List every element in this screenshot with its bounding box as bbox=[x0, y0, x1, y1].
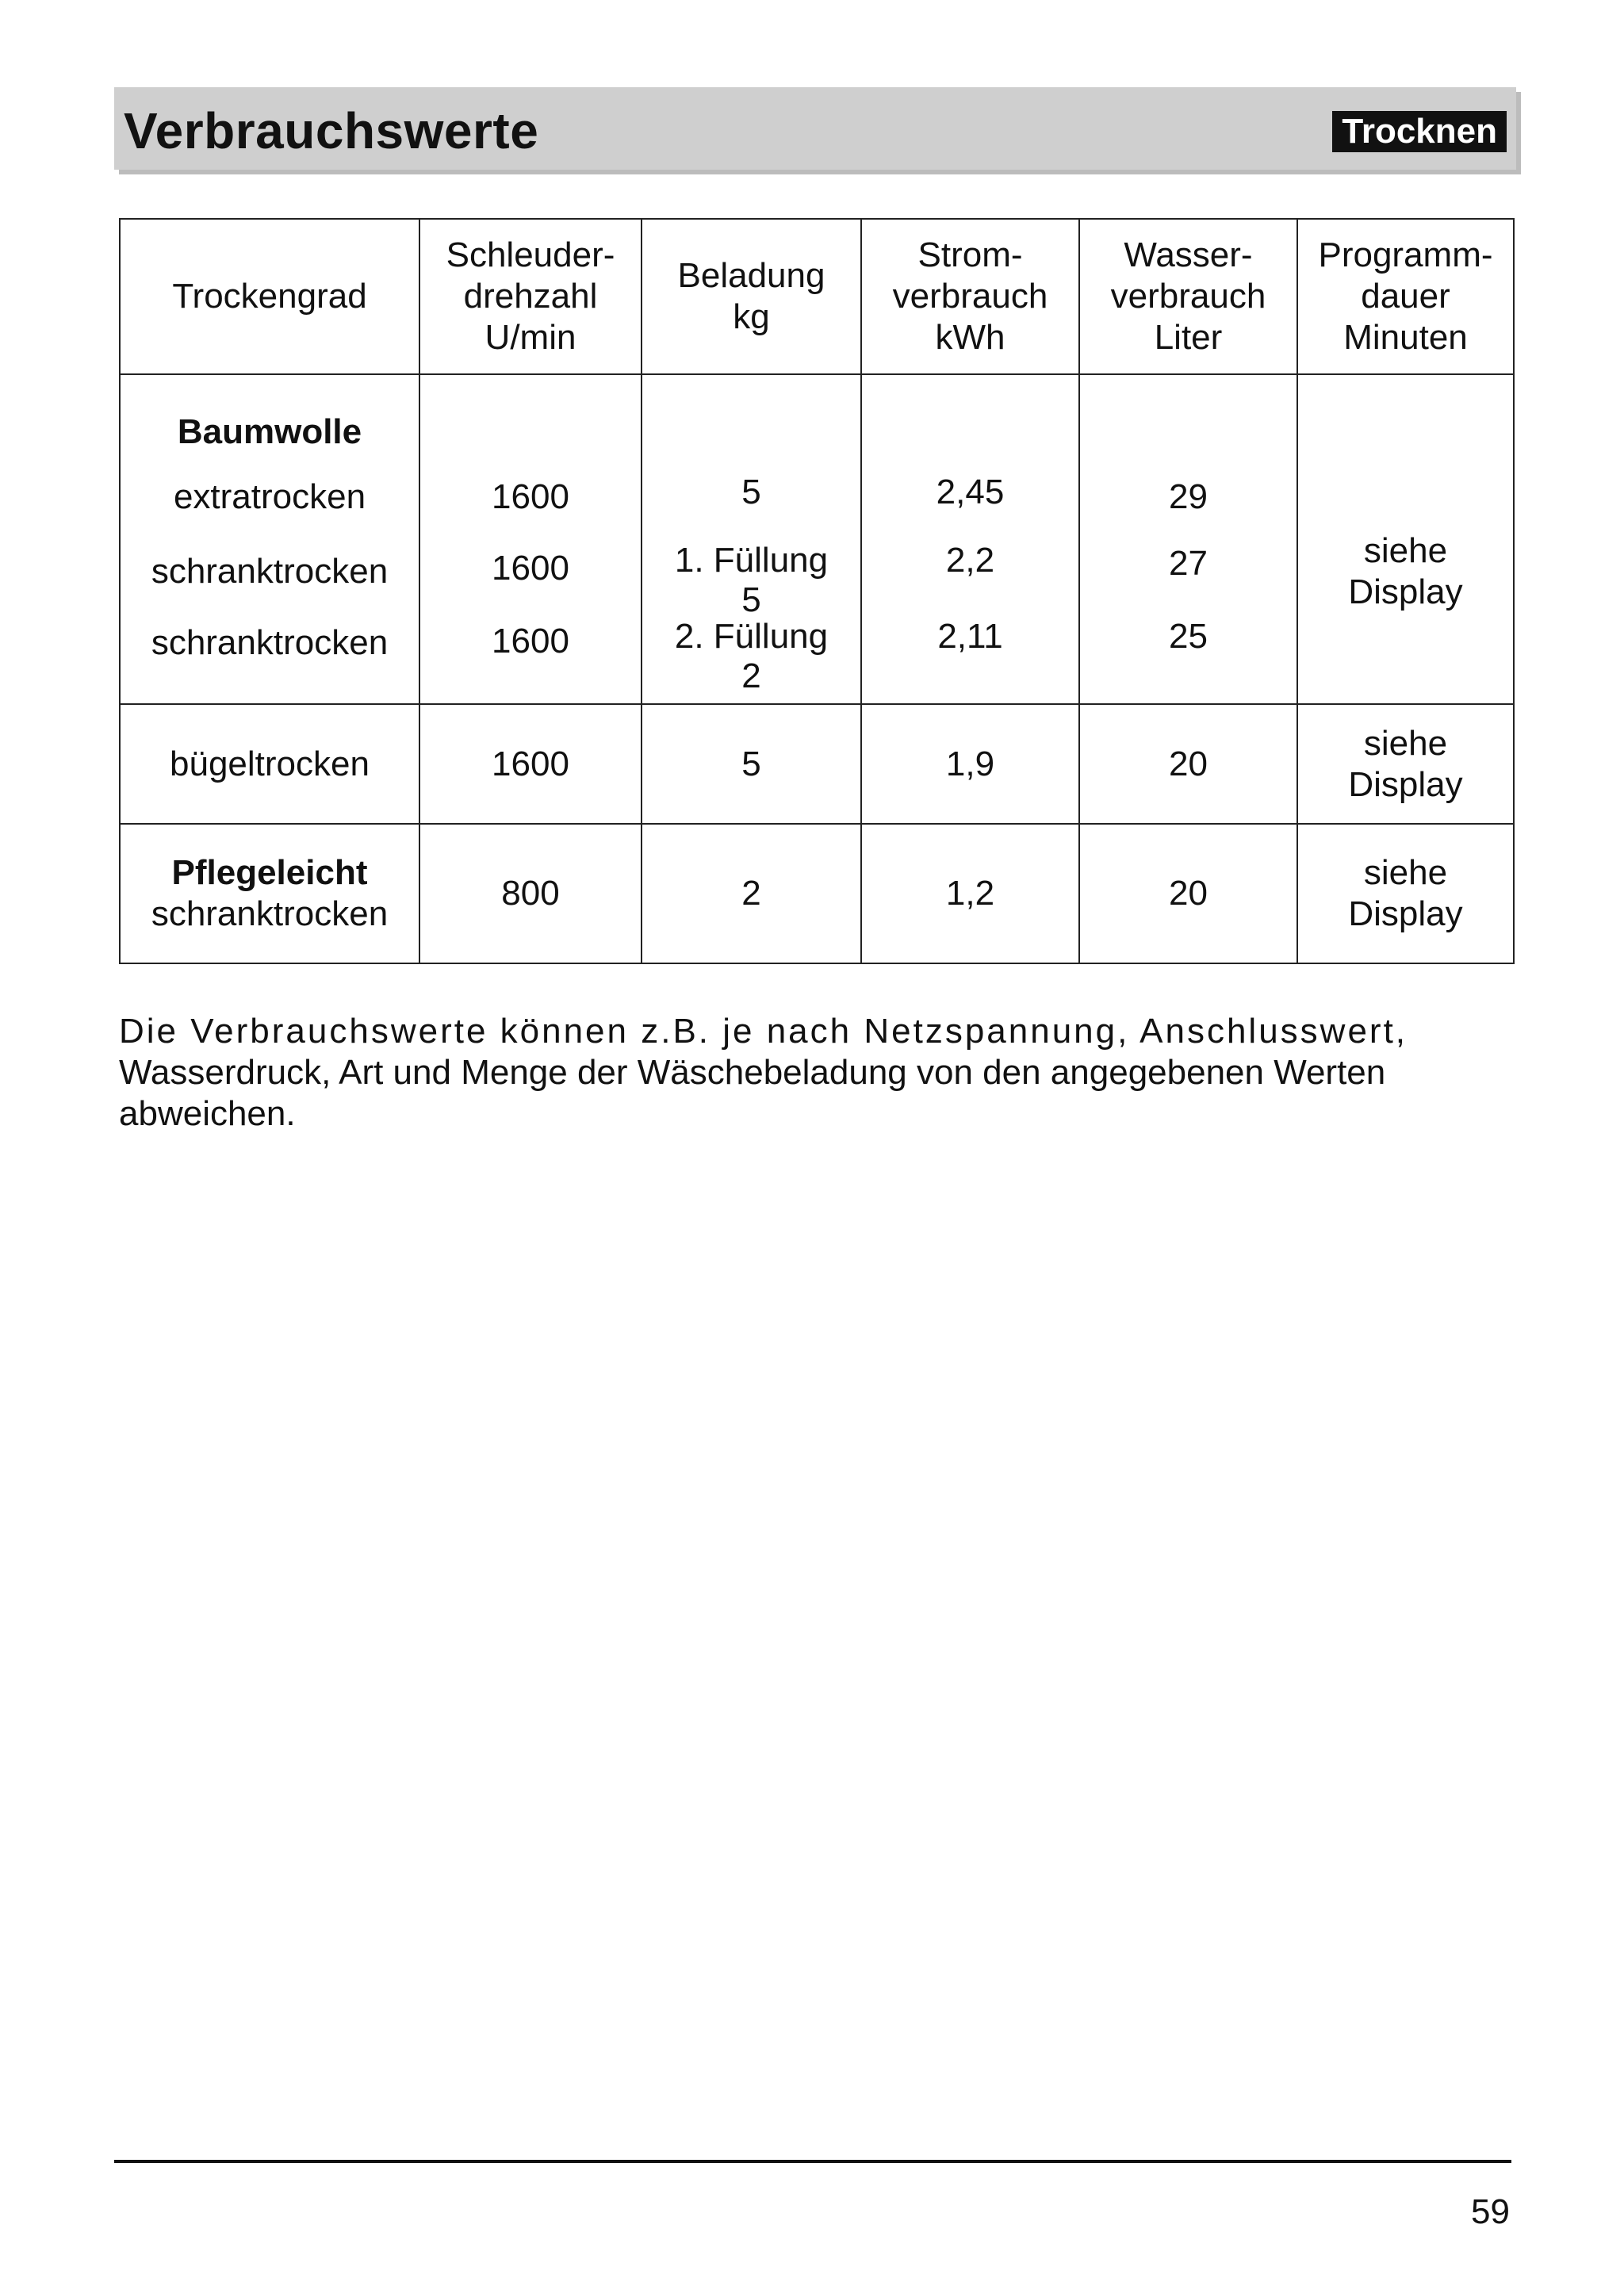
drehzahl-value: 800 bbox=[419, 824, 642, 963]
wasser-value: 25 bbox=[1169, 617, 1208, 656]
category-label-pflegeleicht: Pflegeleicht bbox=[171, 853, 368, 893]
strom-value: 1,9 bbox=[861, 704, 1079, 824]
wasser-value: 20 bbox=[1079, 824, 1297, 963]
dauer-value: siehe bbox=[1363, 853, 1448, 893]
header-line: Beladung bbox=[677, 256, 825, 296]
dauer-value: Display bbox=[1348, 572, 1463, 611]
section-badge: Trocknen bbox=[1332, 111, 1507, 152]
header-wasserverbrauch bbox=[1079, 219, 1297, 374]
cell-drehzahl bbox=[419, 374, 642, 704]
cell-wasser bbox=[1079, 374, 1297, 704]
drehzahl-value: 1600 bbox=[492, 477, 569, 516]
header-line: drehzahl bbox=[463, 277, 598, 316]
header-schleuderdrehzahl bbox=[419, 219, 642, 374]
cell-strom bbox=[861, 374, 1079, 704]
grad-schranktrocken-2: schranktrocken bbox=[151, 623, 389, 662]
table-section-baumwolle bbox=[120, 374, 1514, 704]
table-row-buegeltrocken bbox=[120, 704, 1514, 824]
header-line: verbrauch bbox=[1110, 277, 1266, 316]
category-label-baumwolle: Baumwolle bbox=[177, 412, 362, 451]
title-bar bbox=[114, 87, 1516, 170]
header-line: Programm- bbox=[1318, 235, 1493, 275]
cell-dauer bbox=[1297, 374, 1514, 704]
header-line: kWh bbox=[935, 317, 1005, 357]
strom-value: 2,2 bbox=[945, 541, 995, 580]
consumption-note bbox=[119, 1011, 1507, 1135]
note-line: abweichen. bbox=[119, 1094, 296, 1133]
grad-extratrocken: extratrocken bbox=[173, 477, 366, 516]
strom-value: 1,2 bbox=[861, 824, 1079, 963]
table-row-pflegeleicht bbox=[120, 824, 1514, 963]
drehzahl-value: 1600 bbox=[492, 622, 569, 660]
header-trockengrad bbox=[120, 219, 419, 374]
strom-value: 2,45 bbox=[936, 473, 1005, 511]
drehzahl-value: 1600 bbox=[492, 549, 569, 588]
grad-schranktrocken-1: schranktrocken bbox=[151, 552, 389, 591]
wasser-value: 27 bbox=[1169, 544, 1208, 583]
header-line: U/min bbox=[485, 317, 576, 357]
header-stromverbrauch bbox=[861, 219, 1079, 374]
wasser-value: 20 bbox=[1079, 704, 1297, 824]
header-programmdauer bbox=[1297, 219, 1514, 374]
grad-schranktrocken: schranktrocken bbox=[151, 894, 389, 933]
drehzahl-value: 1600 bbox=[419, 704, 642, 824]
beladung-value: 2 bbox=[741, 657, 761, 695]
dauer-value: siehe bbox=[1363, 723, 1448, 763]
header-line: Liter bbox=[1154, 317, 1223, 357]
beladung-value: 5 bbox=[642, 704, 861, 824]
wasser-value: 29 bbox=[1169, 477, 1208, 516]
beladung-value: 2 bbox=[642, 824, 861, 963]
grad-buegeltrocken: bügeltrocken bbox=[120, 704, 419, 824]
beladung-value: 2. Füllung bbox=[674, 617, 829, 656]
beladung-value: 5 bbox=[741, 473, 761, 511]
beladung-value: 5 bbox=[741, 580, 761, 619]
dauer-value: siehe bbox=[1363, 531, 1448, 570]
footer-rule bbox=[114, 2160, 1511, 2163]
page-number: 59 bbox=[1471, 2192, 1510, 2231]
note-line: Wasserdruck, Art und Menge der Wäschebeladung von den angegebenen Werten bbox=[119, 1053, 1386, 1092]
dauer-value: Display bbox=[1348, 764, 1463, 804]
beladung-value: 1. Füllung bbox=[674, 541, 829, 580]
header-line: Schleuder- bbox=[446, 235, 615, 275]
note-line: Die Verbrauchswerte können z.B. je nach Netzspannung, Anschlusswert, bbox=[119, 1012, 1408, 1051]
header-line: Minuten bbox=[1343, 317, 1468, 357]
cell-dauer bbox=[1297, 824, 1514, 963]
cell-trockengrad bbox=[120, 824, 419, 963]
consumption-table bbox=[119, 218, 1515, 964]
cell-trockengrad bbox=[120, 374, 419, 704]
header-line: Wasser- bbox=[1124, 235, 1253, 275]
cell-beladung bbox=[642, 374, 861, 704]
header-line: dauer bbox=[1361, 277, 1450, 316]
header-line: kg bbox=[733, 297, 770, 336]
page-title: Verbrauchswerte bbox=[124, 102, 539, 159]
header-line: verbrauch bbox=[892, 277, 1048, 316]
strom-value: 2,11 bbox=[937, 617, 1003, 656]
header-line: Strom- bbox=[917, 235, 1023, 275]
header-trockengrad-line: Trockengrad bbox=[172, 277, 367, 316]
cell-dauer bbox=[1297, 704, 1514, 824]
table-header-row bbox=[120, 219, 1514, 374]
header-beladung bbox=[642, 219, 861, 374]
dauer-value: Display bbox=[1348, 894, 1463, 933]
